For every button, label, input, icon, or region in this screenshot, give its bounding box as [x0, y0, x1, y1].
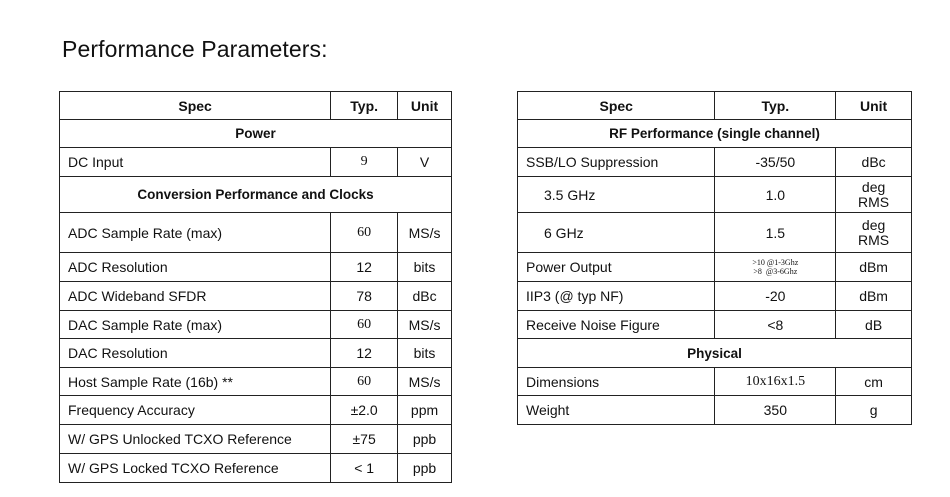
header-row — [60, 92, 452, 120]
typ-cell: <8 — [715, 311, 836, 339]
table-row — [518, 311, 912, 339]
typ-cell: 60 — [331, 311, 398, 339]
section-title: Conversion Performance and Clocks — [60, 177, 452, 213]
spec-cell: DC Input — [60, 148, 331, 177]
spec-cell: IIP3 (@ typ NF) — [518, 282, 715, 311]
unit-line: deg — [861, 216, 886, 233]
spec-cell: ADC Resolution — [60, 253, 331, 282]
unit-cell: ppm — [398, 396, 452, 425]
typ-cell — [715, 253, 836, 282]
typ-line: >8 @3-6Ghz — [753, 267, 798, 276]
spec-cell: ADC Sample Rate (max) — [60, 213, 331, 253]
page-title: Performance Parameters: — [62, 36, 328, 62]
unit-cell — [836, 213, 912, 253]
unit-cell: dBm — [836, 282, 912, 311]
spec-cell: 3.5 GHz — [518, 177, 715, 213]
unit-cell: dBc — [398, 282, 452, 311]
table-row — [518, 253, 912, 282]
section-row — [60, 120, 452, 148]
right-spec-table — [517, 91, 912, 425]
unit-cell: bits — [398, 339, 452, 368]
typ-cell: < 1 — [331, 454, 398, 483]
header-row — [518, 92, 912, 120]
typ-header: Typ. — [715, 92, 836, 120]
unit-line: RMS — [858, 231, 890, 248]
unit-cell: cm — [836, 368, 912, 396]
typ-cell: 1.0 — [715, 177, 836, 213]
unit-cell: dBc — [836, 148, 912, 177]
spec-cell: ADC Wideband SFDR — [60, 282, 331, 311]
spec-cell: Power Output — [518, 253, 715, 282]
spec-cell: DAC Resolution — [60, 339, 331, 368]
unit-cell: MS/s — [398, 368, 452, 396]
typ-cell: ±75 — [331, 425, 398, 454]
typ-cell: 12 — [331, 339, 398, 368]
unit-cell — [836, 177, 912, 213]
unit-cell: MS/s — [398, 311, 452, 339]
section-row — [518, 339, 912, 368]
table-row — [518, 368, 912, 396]
typ-cell: 350 — [715, 396, 836, 425]
section-title: RF Performance (single channel) — [518, 120, 912, 148]
table-row — [60, 148, 452, 177]
table-row — [60, 454, 452, 483]
table-row — [518, 213, 912, 253]
typ-line: >10 @1-3Ghz — [752, 258, 799, 267]
typ-cell: 12 — [331, 253, 398, 282]
spec-header: Spec — [60, 92, 331, 120]
spec-cell: Receive Noise Figure — [518, 311, 715, 339]
spec-cell: Host Sample Rate (16b) ** — [60, 368, 331, 396]
spec-cell: 6 GHz — [518, 213, 715, 253]
spec-cell: W/ GPS Locked TCXO Reference — [60, 454, 331, 483]
table-row — [60, 213, 452, 253]
typ-cell: 9 — [331, 148, 398, 177]
table-row — [518, 148, 912, 177]
spec-cell: SSB/LO Suppression — [518, 148, 715, 177]
unit-header: Unit — [398, 92, 452, 120]
unit-line: RMS — [858, 193, 890, 210]
table-row — [60, 311, 452, 339]
spec-header: Spec — [518, 92, 715, 120]
section-title: Physical — [518, 339, 912, 368]
typ-cell: 10x16x1.5 — [715, 368, 836, 396]
section-title: Power — [60, 120, 452, 148]
spec-cell: DAC Sample Rate (max) — [60, 311, 331, 339]
unit-cell: ppb — [398, 454, 452, 483]
spec-cell: Weight — [518, 396, 715, 425]
unit-cell: g — [836, 396, 912, 425]
unit-cell: ppb — [398, 425, 452, 454]
unit-header: Unit — [836, 92, 912, 120]
spec-cell: W/ GPS Unlocked TCXO Reference — [60, 425, 331, 454]
unit-cell: dBm — [836, 253, 912, 282]
typ-cell: 1.5 — [715, 213, 836, 253]
section-row — [60, 177, 452, 213]
typ-cell: -35/50 — [715, 148, 836, 177]
table-row — [518, 282, 912, 311]
unit-cell: V — [398, 148, 452, 177]
unit-line: deg — [861, 178, 886, 195]
typ-cell: ±2.0 — [331, 396, 398, 425]
table-row — [518, 396, 912, 425]
spec-cell: Dimensions — [518, 368, 715, 396]
table-row — [60, 425, 452, 454]
typ-cell: 60 — [331, 368, 398, 396]
typ-cell: 60 — [331, 213, 398, 253]
unit-cell: MS/s — [398, 213, 452, 253]
table-row — [518, 177, 912, 213]
section-row — [518, 120, 912, 148]
table-row — [60, 396, 452, 425]
spec-cell: Frequency Accuracy — [60, 396, 331, 425]
table-row — [60, 368, 452, 396]
table-row — [60, 339, 452, 368]
table-row — [60, 282, 452, 311]
left-spec-table — [59, 91, 452, 483]
typ-header: Typ. — [331, 92, 398, 120]
typ-cell: -20 — [715, 282, 836, 311]
unit-cell: bits — [398, 253, 452, 282]
typ-cell: 78 — [331, 282, 398, 311]
table-row — [60, 253, 452, 282]
unit-cell: dB — [836, 311, 912, 339]
